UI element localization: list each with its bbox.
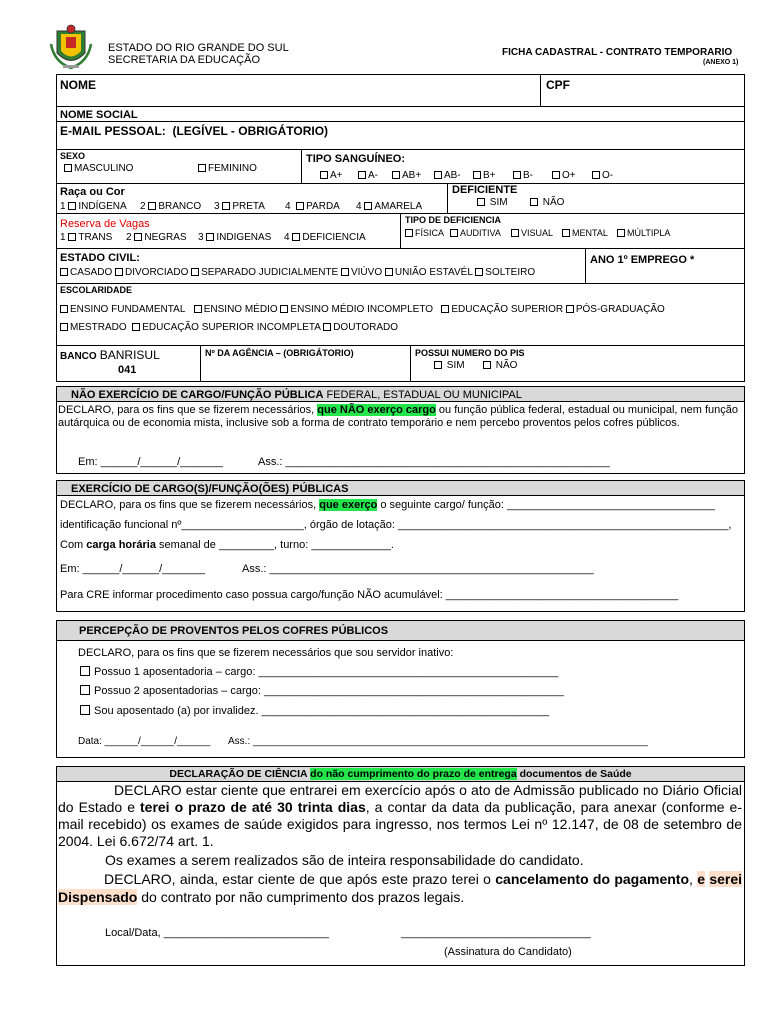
checkbox[interactable] bbox=[64, 164, 72, 172]
esc-mestrado[interactable]: MESTRADO bbox=[60, 322, 127, 333]
checkbox[interactable] bbox=[198, 164, 206, 172]
estado-uniao[interactable]: UNIÃO ESTAVÉL bbox=[385, 267, 473, 278]
section2-title: EXERCÍCIO DE CARGO(S)/FUNÇÃO(ÕES) PÚBLICAS bbox=[56, 480, 745, 496]
section1-text: DECLARO, para os fins que se fizerem necessários, que NÃO exerço cargo ou função pública federal, estadual ou municipal, nem função autárquica ou de economia mista, inclusive sob a forma de contrato temporário e nem percebo proventos pelos cofres públicos. bbox=[58, 404, 738, 429]
section3-item-1[interactable]: Possuo 1 aposentadoria – cargo: _________________________________________________ bbox=[80, 666, 558, 678]
section2-cre: Para CRE informar procedimento caso possua cargo/função NÃO acumulável: ______________________________________ bbox=[60, 589, 679, 601]
esc-superior-incompleta[interactable]: EDUCAÇÃO SUPERIOR INCOMPLETA bbox=[132, 322, 320, 333]
reserva-indigenas[interactable]: 3 INDIGENAS bbox=[198, 232, 272, 243]
reserva-vagas-label: Reserva de Vagas bbox=[60, 218, 150, 230]
reserva-trans[interactable]: 1 TRANS bbox=[60, 232, 113, 243]
pis-nao[interactable]: NÃO bbox=[483, 360, 517, 371]
blood-o-pos[interactable]: O+ bbox=[552, 170, 576, 181]
def-fisica[interactable]: FÍSICA bbox=[405, 228, 444, 238]
tipo-sanguineo-label: TIPO SANGUÍNEO: bbox=[306, 153, 406, 165]
esc-fundamental[interactable]: ENSINO FUNDAMENTAL bbox=[60, 304, 185, 315]
section4-local-date: Local/Data, ___________________________ bbox=[105, 927, 329, 939]
blood-a-pos[interactable]: A+ bbox=[320, 170, 343, 181]
section3-date: Data: ______/______/______ bbox=[78, 736, 211, 747]
estado-separado[interactable]: SEPARADO JUDICIALMENTE bbox=[191, 267, 338, 278]
state-coat-of-arms-logo bbox=[48, 22, 94, 72]
deficiente-nao[interactable]: NÃO bbox=[530, 197, 564, 208]
blood-b-neg[interactable]: B- bbox=[513, 170, 533, 181]
blood-a-neg[interactable]: A- bbox=[358, 170, 378, 181]
banco-label: BANCO BANRISUL bbox=[60, 348, 160, 362]
sexo-label: SEXO bbox=[60, 151, 86, 161]
section1-signature: Ass.: _____________________________________________________ bbox=[258, 456, 610, 468]
escolaridade-row1 bbox=[60, 304, 665, 315]
agencia-label: Nº DA AGÊNCIA – (OBRIGÁTORIO) bbox=[205, 348, 354, 358]
def-multipla[interactable]: MÚLTIPLA bbox=[617, 228, 670, 238]
section3-intro: DECLARO, para os fins que se fizerem necessários que sou servidor inativo: bbox=[78, 647, 454, 659]
escolaridade-label: ESCOLARIDADE bbox=[60, 285, 133, 295]
section1-date: Em: ______/______/_______ bbox=[78, 456, 223, 468]
escolaridade-row2 bbox=[60, 322, 398, 333]
esc-superior[interactable]: EDUCAÇÃO SUPERIOR bbox=[441, 304, 563, 315]
section4-paragraph-1: DECLARO estar ciente que entrarei em exercício após o ato de Admissão publicado no Diário Oficial do Estado e terei o prazo de até 30 trinta dias, a contar da data da publicação, para anexar (conforme e-mail recebido) os exames de saúde exigidos para ingresso, nos termos Lei nº 12.147, de 08 de setembro de 2004. Lei 6.672/74 art. 1. bbox=[58, 782, 742, 849]
annex-label: (ANEXO 1) bbox=[703, 59, 739, 66]
blood-o-neg[interactable]: O- bbox=[592, 170, 613, 181]
blood-ab-neg[interactable]: AB- bbox=[434, 170, 461, 181]
section2-signature: Ass.: _____________________________________________________ bbox=[242, 563, 594, 575]
section2-line3: Com carga horária semanal de _________, turno: _____________. bbox=[60, 539, 394, 551]
section4-paragraph-3: DECLARO, ainda, estar ciente de que após este prazo terei o cancelamento do pagamento, e serei Dispensado do contrato por não cumprimento dos prazos legais. bbox=[58, 871, 743, 905]
esc-medio[interactable]: ENSINO MÉDIO bbox=[194, 304, 278, 315]
header-secretariat: SECRETARIA DA EDUCAÇÃO bbox=[108, 54, 260, 66]
raca-branco[interactable]: 2 BRANCO bbox=[140, 201, 202, 212]
raca-amarela[interactable]: 4 AMARELA bbox=[356, 201, 423, 212]
def-mental[interactable]: MENTAL bbox=[562, 228, 608, 238]
def-auditiva[interactable]: AUDITIVA bbox=[450, 228, 501, 238]
header-state: ESTADO DO RIO GRANDE DO SUL bbox=[108, 42, 289, 54]
email-label: E-MAIL PESSOAL: (LEGÍVEL - OBRIGÁTORIO) bbox=[60, 124, 329, 138]
section4-paragraph-2: Os exames a serem realizados são de inteira responsabilidade do candidato. bbox=[105, 852, 584, 868]
ano-emprego-label: ANO 1º EMPREGO * bbox=[590, 254, 695, 266]
raca-parda[interactable]: 4 PARDA bbox=[285, 201, 340, 212]
estado-solteiro[interactable]: SOLTEIRO bbox=[475, 267, 535, 278]
cpf-label: CPF bbox=[546, 78, 570, 92]
estado-civil-options bbox=[60, 267, 535, 278]
reserva-negras[interactable]: 2 NEGRAS bbox=[126, 232, 187, 243]
section3-title: PERCEPÇÃO DE PROVENTOS PELOS COFRES PÚBLICOS bbox=[56, 620, 745, 641]
section2-date: Em: ______/______/_______ bbox=[60, 563, 205, 575]
def-visual[interactable]: VISUAL bbox=[511, 228, 553, 238]
estado-viuvo[interactable]: VIÚVO bbox=[341, 267, 382, 278]
section1-title: NÃO EXERCÍCIO DE CARGO/FUNÇÃO PÚBLICA FEDERAL, ESTADUAL OU MUNICIPAL bbox=[56, 386, 745, 402]
section3-item-3[interactable]: Sou aposentado (a) por invalidez. _______________________________________________ bbox=[80, 705, 549, 717]
section4-signature-label: (Assinatura do Candidato) bbox=[444, 946, 572, 958]
form-title: FICHA CADASTRAL - CONTRATO TEMPORARIO bbox=[502, 47, 733, 58]
deficiente-label: DEFICIENTE bbox=[452, 184, 518, 196]
esc-pos[interactable]: PÓS-GRADUAÇÃO bbox=[566, 304, 665, 315]
section4-signature-line: _______________________________ bbox=[401, 927, 591, 939]
pis-label: POSSUI NUMERO DO PIS bbox=[415, 348, 525, 358]
tipo-deficiencia-label: TIPO DE DEFICIENCIA bbox=[405, 215, 502, 225]
section3-signature: Ass.: _______________________________________________________________________ bbox=[228, 736, 648, 747]
raca-indigena[interactable]: 1 INDÍGENA bbox=[60, 201, 127, 212]
raca-preta[interactable]: 3 PRETA bbox=[214, 201, 265, 212]
reserva-deficiencia[interactable]: 4 DEFICIENCIA bbox=[284, 232, 366, 243]
nome-social-label: NOME SOCIAL bbox=[60, 109, 138, 121]
section2-line2: identificação funcional nº____________________, órgão de lotação: ______________________________________________________, bbox=[60, 519, 732, 531]
esc-doutorado[interactable]: DOUTORADO bbox=[323, 322, 398, 333]
blood-ab-pos[interactable]: AB+ bbox=[392, 170, 421, 181]
sexo-feminino[interactable]: FEMININO bbox=[198, 163, 257, 174]
pis-sim[interactable]: SIM bbox=[434, 360, 465, 371]
raca-cor-label: Raça ou Cor bbox=[60, 186, 125, 198]
esc-medio-incompleto[interactable]: ENSINO MÉDIO INCOMPLETO bbox=[280, 304, 433, 315]
deficiente-sim[interactable]: SIM bbox=[477, 197, 508, 208]
section4-title: DECLARAÇÃO DE CIÊNCIA do não cumprimento do prazo de entrega documentos de Saúde bbox=[56, 766, 745, 782]
blood-b-pos[interactable]: B+ bbox=[473, 170, 496, 181]
section2-line1: DECLARO, para os fins que se fizerem necessários, que exerço o seguinte cargo/ função: __________________________________ bbox=[60, 499, 715, 511]
sexo-masculino[interactable]: MASCULINO bbox=[64, 163, 133, 174]
banco-code: 041 bbox=[118, 364, 137, 376]
section3-item-2[interactable]: Possuo 2 aposentadorias – cargo: _________________________________________________ bbox=[80, 685, 564, 697]
estado-casado[interactable]: CASADO bbox=[60, 267, 112, 278]
estado-divorciado[interactable]: DIVORCIADO bbox=[115, 267, 188, 278]
nome-label: NOME bbox=[60, 78, 96, 92]
estado-civil-label: ESTADO CIVIL: bbox=[60, 252, 140, 264]
